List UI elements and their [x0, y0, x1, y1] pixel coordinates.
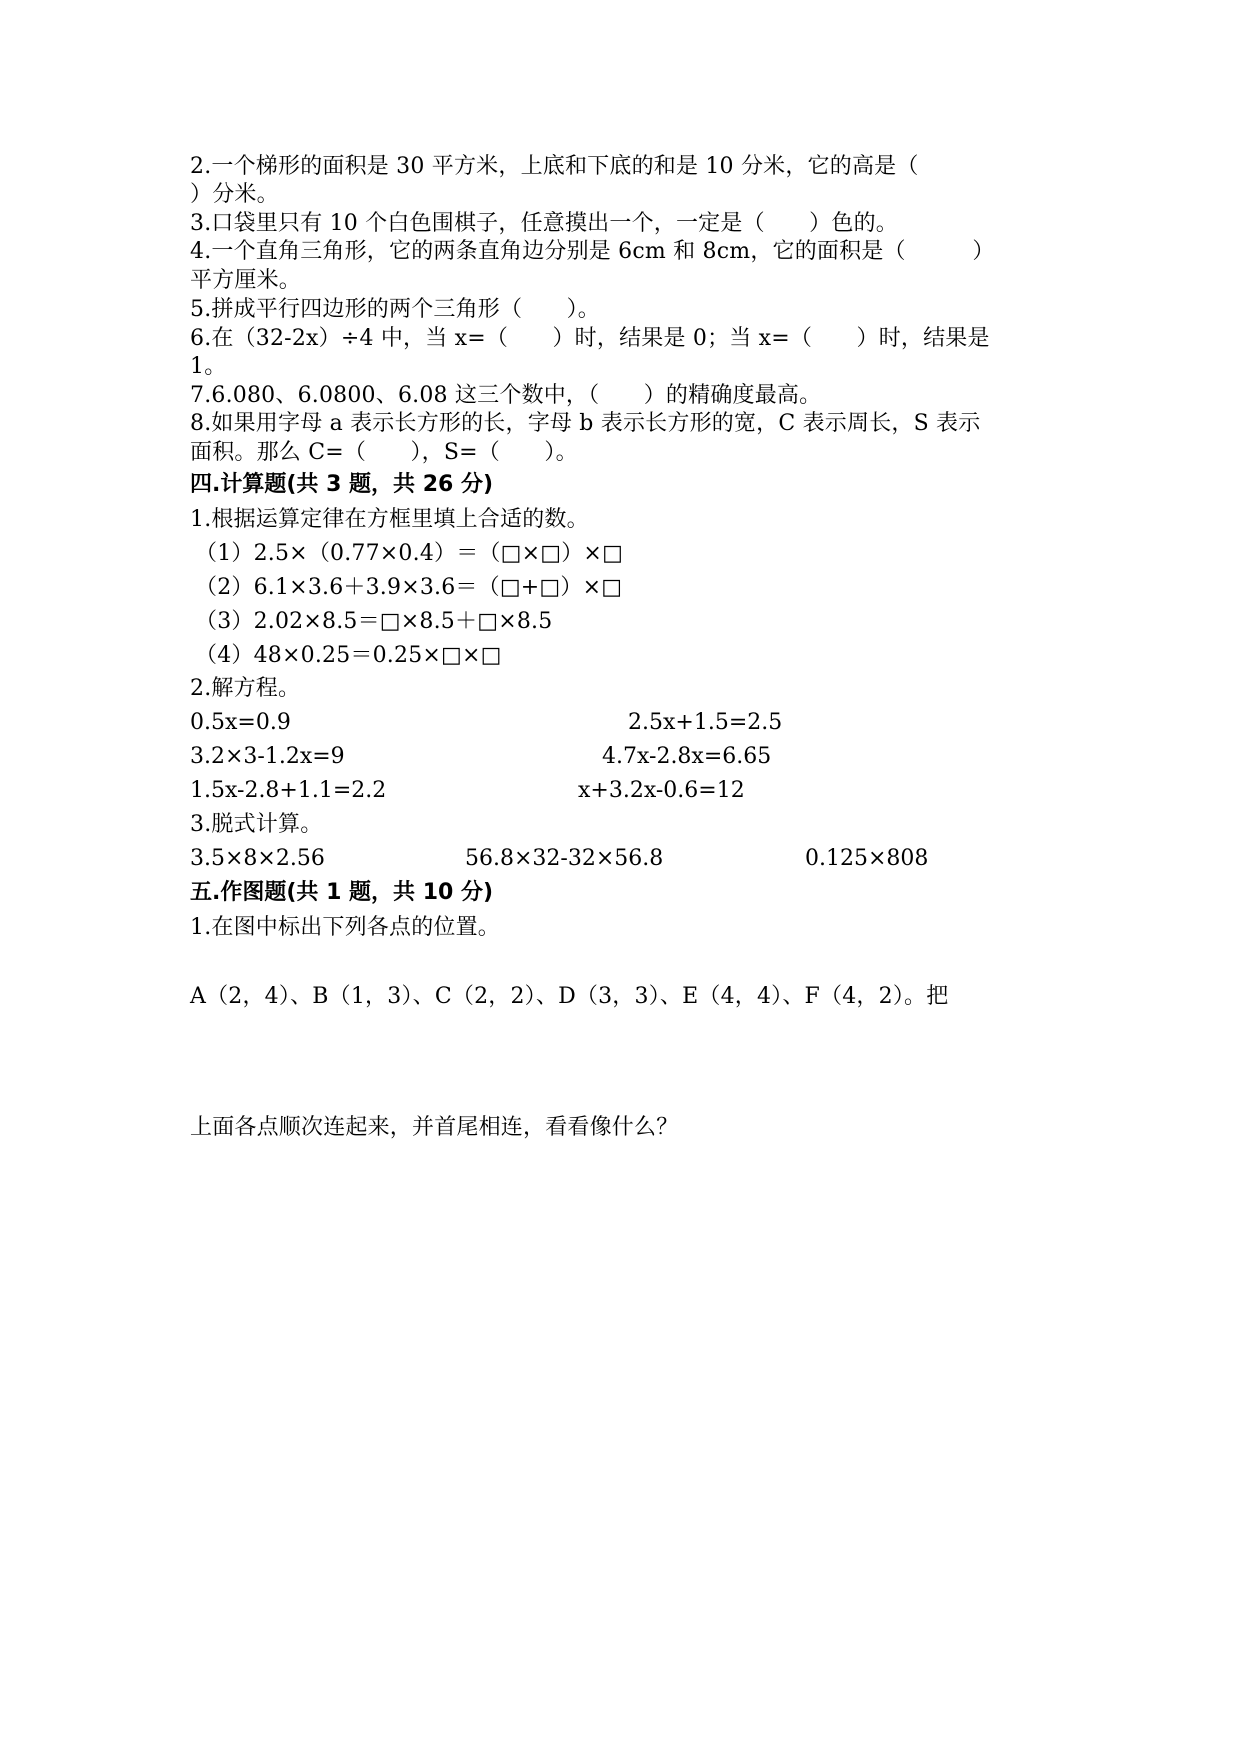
s4-q1-title: 1.根据运算定律在方框里填上合适的数。 — [190, 507, 589, 532]
equation-6: x+3.2x-0.6=12 — [578, 778, 745, 803]
s4-q1-item-1: （1）2.5×（0.77×0.4）＝（□×□）×□ — [195, 541, 624, 566]
q8-rectangle-line2: 面积。那么 C=（ ），S=（ ）。 — [190, 440, 578, 465]
s5-q1-title: 1.在图中标出下列各点的位置。 — [190, 915, 500, 940]
s4-q1-item-3: （3）2.02×8.5＝□×8.5＋□×8.5 — [195, 609, 553, 634]
calc-2: 56.8×32-32×56.8 — [465, 846, 664, 871]
s4-q3-title: 3.脱式计算。 — [190, 812, 323, 837]
q7-precision: 7.6.080、6.0800、6.08 这三个数中，（ ）的精确度最高。 — [190, 383, 822, 408]
s5-points-line: A（2，4）、B（1，3）、C（2，2）、D（3，3）、E（4，4）、F（4，2）。把 — [190, 984, 949, 1009]
q8-rectangle-line1: 8.如果用字母 a 表示长方形的长，字母 b 表示长方形的宽，C 表示周长，S 表示 — [190, 411, 981, 436]
s5-instruction: 上面各点顺次连起来，并首尾相连，看看像什么？ — [190, 1115, 679, 1140]
equation-2: 2.5x+1.5=2.5 — [628, 710, 783, 735]
calc-1: 3.5×8×2.56 — [190, 846, 325, 871]
q6-expression-line2: 1。 — [190, 354, 227, 379]
s4-q1-item-4: （4）48×0.25＝0.25×□×□ — [195, 643, 502, 668]
q2-trapezoid-line1: 2.一个梯形的面积是 30 平方米，上底和下底的和是 10 分米，它的高是（ — [190, 154, 919, 179]
section4-heading: 四.计算题(共 3 题，共 26 分) — [190, 472, 494, 497]
q2-trapezoid-line2: ）分米。 — [190, 182, 279, 207]
section5-heading: 五.作图题(共 1 题，共 10 分) — [190, 880, 494, 905]
q4-right-triangle-line1: 4.一个直角三角形，它的两条直角边分别是 6cm 和 8cm，它的面积是（ ） — [190, 239, 995, 264]
equation-3: 3.2×3-1.2x=9 — [190, 744, 345, 769]
equation-1: 0.5x=0.9 — [190, 710, 291, 735]
q4-right-triangle-line2: 平方厘米。 — [190, 268, 302, 293]
calc-3: 0.125×808 — [805, 846, 929, 871]
q6-expression-line1: 6.在（32-2x）÷4 中，当 x=（ ）时，结果是 0；当 x=（ ）时，结果是 — [190, 326, 990, 351]
s4-q2-title: 2.解方程。 — [190, 676, 301, 701]
equation-5: 1.5x-2.8+1.1=2.2 — [190, 778, 387, 803]
equation-4: 4.7x-2.8x=6.65 — [602, 744, 772, 769]
s4-q1-item-2: （2）6.1×3.6＋3.9×3.6＝（□+□）×□ — [195, 575, 623, 600]
q5-parallelogram: 5.拼成平行四边形的两个三角形（ ）。 — [190, 297, 600, 322]
q3-go-stones: 3.口袋里只有 10 个白色围棋子，任意摸出一个，一定是（ ）色的。 — [190, 211, 898, 236]
